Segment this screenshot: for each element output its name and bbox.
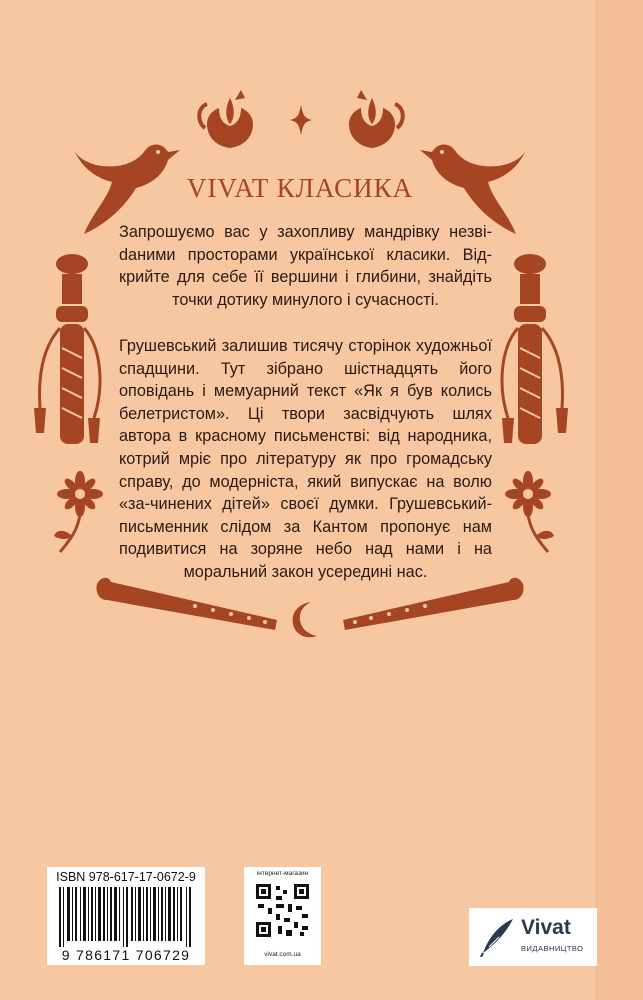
feather-pen-icon [479, 917, 517, 957]
publisher-logo [469, 908, 597, 966]
publisher-subtitle: ВИДАВНИЦТВО [521, 944, 584, 953]
tulip-right-icon [337, 88, 407, 150]
qr-top-label: інтернет-магазин [256, 870, 309, 877]
publisher-name: Vivat [521, 916, 571, 939]
qr-code-block [244, 867, 321, 965]
tulip-left-icon [195, 88, 265, 150]
barcode-bars [59, 887, 193, 947]
tassel-right-icon [490, 248, 570, 458]
tassel-left-icon [32, 248, 112, 458]
star-icon [290, 105, 312, 135]
description-paragraph-1: Запрошуємо вас у захопливу мандрівку незвіdаними просторами української класики. Відкрийте для себе її вершини і глибини, знайдіть точки дотику минулого і сучасності. [119, 223, 492, 309]
flower-left-icon [50, 470, 110, 560]
crescent-moon-icon [287, 600, 321, 640]
isbn-barcode [47, 867, 205, 965]
qr-code-icon [256, 884, 309, 937]
book-spine-edge [596, 0, 643, 1000]
series-title: VIVAT КЛАСИКА [186, 173, 414, 203]
flower-right-icon [498, 470, 558, 560]
description-paragraph-2: Грушевський залишив тисячу сторінок художньої спадщини. Тут зібрано шістнадцять його оповідань і мемуарний текст «Як я був колись белетристом». Ці твори засвідчують шлях автора в красному письменстві: від народника, котрий мріє про літературу як про громадську справу, до модерніста, який випускає на волю «за-чинених дітей» своєї думки. Грушевський-письменник слідом за Кантом пропонує нам подивитися на зоряне небо над нами і на моральний закон усередині нас. [119, 337, 492, 581]
qr-bottom-label: vivat.com.ua [264, 951, 301, 958]
barcode-number: 9 786171 706729 [61, 947, 191, 963]
isbn-label: ISBN 978-617-17-0672-9 [56, 870, 196, 884]
